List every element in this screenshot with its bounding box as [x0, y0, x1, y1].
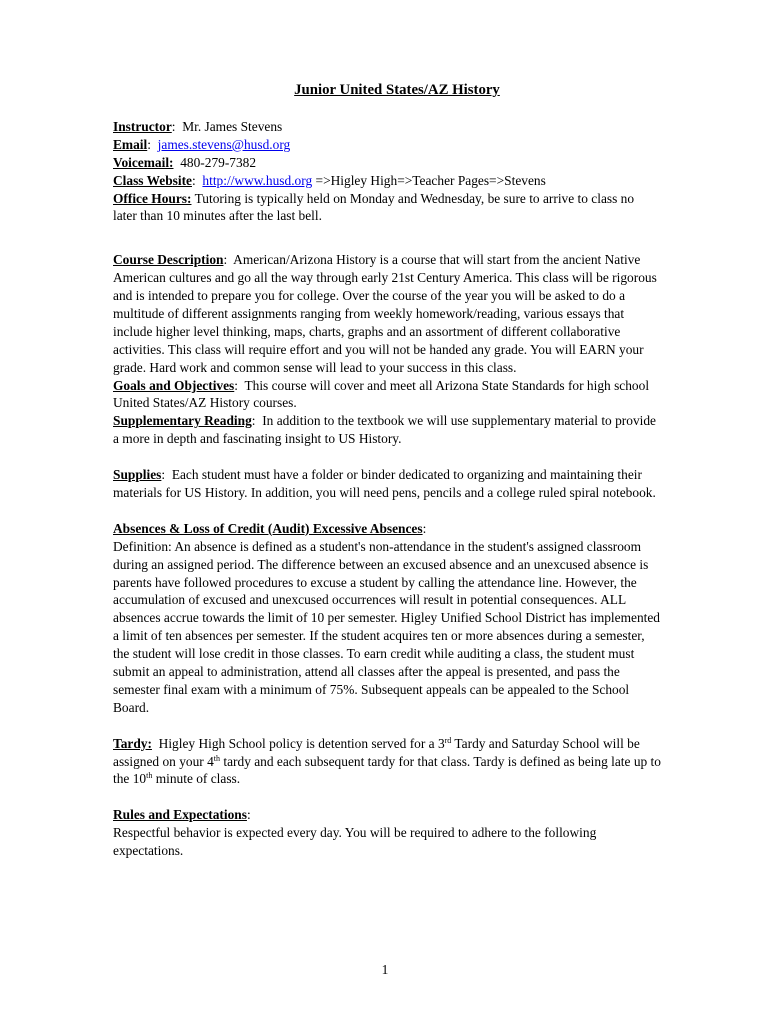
tardy-text-3: tardy and each subsequent tardy for that class. Tardy is defined as being late up to the 10	[113, 753, 661, 787]
voicemail-label: Voicemail:	[113, 154, 174, 170]
office-hours-label: Office Hours:	[113, 190, 192, 206]
tardy-sup-1: rd	[444, 735, 452, 745]
absences-text: Definition: An absence is defined as a student's non-attendance in the student's assigned classroom during an assigned period. The difference between an excused absence and an unexcused absence is parents have followed procedures to excuse a student by calling the attendance line. However, the accumulation of excused and unexcused occurrences will result in potential consequences. ALL absences accrue towards the limit of 10 per semester. Higley Unified School District has implemented a limit of ten absences per semester. If the student acquires ten or more absences during a semester, the student will lose credit in those classes. To earn credit while auditing a class, the student must submit an appeal to administration, attend all classes after the appeal is presented, and pass the semester final exam with a minimum of 75%. Subsequent appeals can be appealed to the School Board.	[113, 538, 661, 715]
email-line: Email: james.stevens@husd.org	[113, 136, 291, 152]
supplementary-label: Supplementary Reading	[113, 413, 252, 429]
absences-heading: Absences & Loss of Credit (Audit) Excessive Absences:	[113, 520, 427, 536]
email-link[interactable]: james.stevens@husd.org	[157, 136, 291, 152]
tardy-text-2: Tardy and Saturday School will be assigned on your 4	[113, 735, 640, 769]
website-path: =>Higley High=>Teacher Pages=>Stevens	[315, 172, 546, 188]
supplementary-reading: Supplementary Reading: In addition to the textbook we will use supplementary material to provide a more in depth and fascinating insight to US History.	[113, 413, 657, 447]
office-hours-text: Tutoring is typically held on Monday and Wednesday, be sure to arrive to class no later than 10 minutes after the last bell.	[113, 190, 635, 224]
supplies: Supplies: Each student must have a folder or binder dedicated to organizing and maintaining their materials for US History. In addition, you will need pens, pencils and a college ruled spiral notebook.	[113, 467, 656, 500]
document-body	[113, 82, 661, 860]
email-label: Email	[113, 136, 148, 152]
absences-label: Absences & Loss of Credit (Audit) Excessive Absences	[113, 520, 423, 536]
goals-text: This course will cover and meet all Arizona State Standards for high school United States/AZ History courses.	[113, 377, 650, 411]
course-description-label: Course Description	[113, 252, 224, 268]
rules-label: Rules and Expectations	[113, 807, 247, 823]
tardy-text-4: minute of class.	[152, 771, 241, 787]
supplementary-text: In addition to the textbook we will use supplementary material to provide a more in depth and fascinating insight to US History.	[113, 413, 657, 447]
voicemail-value: 480-279-7382	[180, 154, 257, 170]
website-link[interactable]: http://www.husd.org	[202, 172, 313, 188]
tardy-policy	[113, 735, 661, 789]
course-description-text: American/Arizona History is a course that will start from the ancient Native American cultures and go all the way through early 21st Century America. This class will be rigorous and is intended to prepare you for college. Over the course of the year you will be asked to do a multitude of different assignments ranging from weekly homework/reading, various essays that include higher level thinking, maps, charts, graphs and an assortment of different collaborative activities. This class will require effort and you will not be handed any grade. You will EARN your grade. Hard work and common sense will lead to your success in this class.	[113, 252, 657, 375]
instructor-line: Instructor: Mr. James Stevens	[113, 118, 283, 134]
website-label: Class Website	[113, 172, 192, 188]
instructor-value: Mr. James Stevens	[182, 118, 283, 134]
tardy-sup-2: th	[213, 753, 221, 763]
voicemail-line	[113, 154, 661, 172]
tardy-label: Tardy:	[113, 735, 152, 751]
website-line: Class Website: http://www.husd.org =>Higley High=>Teacher Pages=>Stevens	[113, 172, 546, 188]
instructor-label: Instructor	[113, 118, 172, 134]
goals-objectives: Goals and Objectives: This course will cover and meet all Arizona State Standards for high school United States/AZ History courses.	[113, 377, 650, 411]
supplies-label: Supplies	[113, 467, 162, 483]
supplies-text: Each student must have a folder or binder dedicated to organizing and maintaining their materials for US History. In addition, you will need pens, pencils and a college ruled spiral notebook.	[113, 467, 656, 500]
office-hours	[113, 190, 661, 226]
page-number: 1	[381, 962, 389, 977]
rules-text: Respectful behavior is expected every day. You will be required to adhere to the following expectations.	[113, 825, 597, 859]
goals-label: Goals and Objectives	[113, 377, 235, 393]
course-description: Course Description: American/Arizona History is a course that will start from the ancient Native American cultures and go all the way through early 21st Century America. This class will be rigorous and is intended to prepare you for college. Over the course of the year you will be asked to do a multitude of different assignments ranging from weekly homework/reading, various essays that include higher level thinking, maps, charts, graphs and an assortment of different collaborative activities. This class will require effort and you will not be handed any grade. You will EARN your grade. Hard work and common sense will lead to your success in this class.	[113, 252, 657, 375]
rules-heading: Rules and Expectations:	[113, 807, 251, 823]
tardy-text-1: Higley High School policy is detention served for a 3	[158, 735, 445, 751]
document-title: Junior United States/AZ History	[294, 82, 500, 98]
tardy-sup-3: th	[146, 771, 153, 781]
